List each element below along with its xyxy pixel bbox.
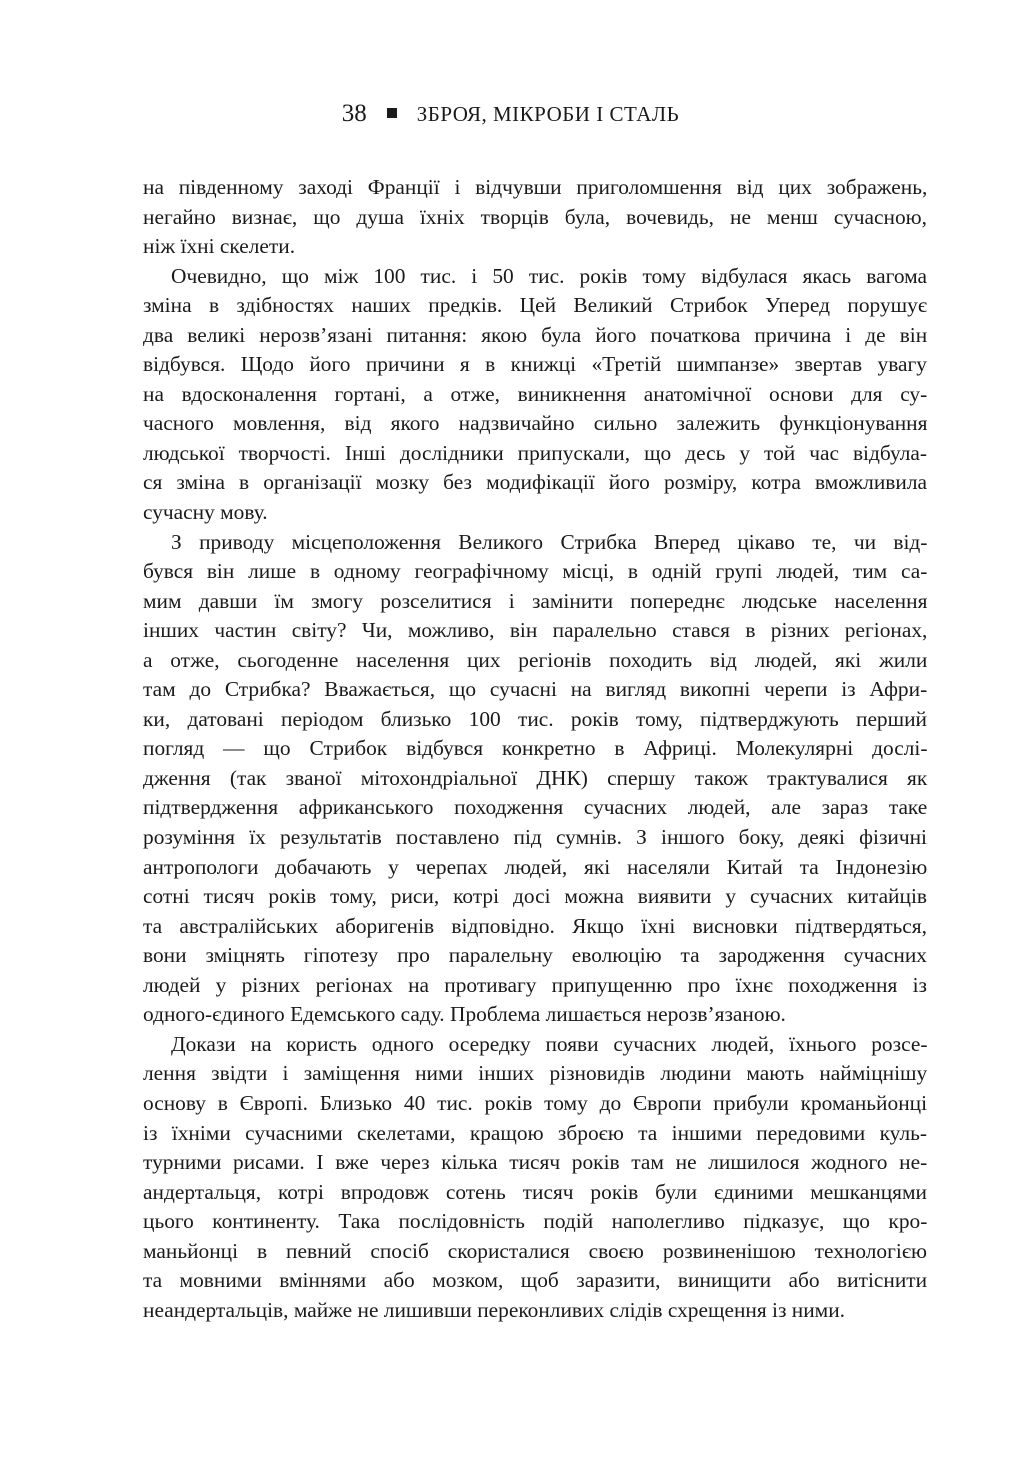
text-line: часного мовлення, від якого надзвичайно сильно залежить функціонування xyxy=(143,411,928,436)
text-line: на південному заході Франції і відчувши приголомшення від цих зображень, xyxy=(143,175,928,199)
text-line: сотні тисяч років тому, риси, котрі досі можна виявити у сучасних китайців xyxy=(143,884,927,909)
text-line: Очевидно, що між 100 тис. і 50 тис. років тому відбулася якась вагома xyxy=(171,263,927,288)
text-line: ніж їхні скелети. xyxy=(143,234,296,259)
text-line: на вдосконалення гортані, а отже, виникнення анатомічної основи для су- xyxy=(143,381,928,406)
text-line: погляд — що Стрибок відбувся конкретно в Африці. Молекулярні дослі- xyxy=(143,736,928,761)
text-line: там до Стрибка? Вважається, що сучасні на вигляд викопні черепи із Афри- xyxy=(143,677,928,702)
text-line: дження (так званої мітохондріальної ДНК) спершу також трактувалися як xyxy=(143,765,928,790)
text-line: основу в Європі. Близько 40 тис. років тому до Європи прибули кроманьйонці xyxy=(143,1090,928,1115)
text-line: вони зміцнять гіпотезу про паралельну еволюцію та зародження сучасних xyxy=(143,943,927,968)
text-line: негайно визнає, що душа їхніх творців була, вочевидь, не менш сучасною, xyxy=(143,204,927,229)
text-line: та австралійських аборигенів відповідно. Якщо їхні висновки підтвердяться, xyxy=(143,913,927,938)
text-line: а отже, сьогоденне населення цих регіонів походить від людей, які жили xyxy=(143,647,928,672)
text-line: одного-єдиного Едемського саду. Проблема лишається нерозв’язаною. xyxy=(143,1002,786,1027)
text-line: антропологи добачають у черепах людей, які населяли Китай та Індонезію xyxy=(143,854,928,879)
page-number: 38 xyxy=(341,100,367,127)
text-line: мим давши їм змогу розселитися і замінити попереднє людське населення xyxy=(143,588,928,613)
text-line: та мовними вміннями або мозком, щоб заразити, винищити або витіснити xyxy=(143,1268,928,1293)
text-line: відбувся. Щодо його причини я в книжці «Третій шимпанзе» звертав увагу xyxy=(143,352,927,377)
text-line: підтвердження африканського походження сучасних людей, але зараз таке xyxy=(143,795,928,820)
text-line: ки, датовані періодом близько 100 тис. років тому, підтверджують перший xyxy=(143,706,927,731)
text-line: З приводу місцеположення Великого Стрибка Вперед цікаво те, чи від- xyxy=(171,529,928,554)
running-header xyxy=(0,100,1021,140)
paragraph xyxy=(143,1030,927,1325)
paragraph xyxy=(143,173,927,262)
text-line: розуміння їх результатів поставлено під сумнів. З іншого боку, деякі фізичні xyxy=(143,825,927,850)
text-line: із їхніми сучасними скелетами, кращою зброєю та іншими передовими куль- xyxy=(143,1120,927,1145)
text-line: два великі нерозв’язані питання: якою була його початкова причина і де він xyxy=(143,322,928,347)
text-line: турними рисами. І вже через кілька тисяч років там не лишилося жодного не- xyxy=(143,1150,928,1175)
square-bullet-icon xyxy=(387,108,397,118)
paragraph xyxy=(143,528,927,1030)
text-line: сучасну мову. xyxy=(143,500,268,525)
paragraph xyxy=(143,262,927,528)
text-line: бувся він лише в одному географічному місці, в одній групі людей, тим са- xyxy=(143,559,928,584)
text-line: андертальця, котрі впродовж сотень тисяч років були єдиними мешканцями xyxy=(143,1179,927,1204)
text-line: цього континенту. Така послідовність подій наполегливо підказує, що кро- xyxy=(143,1209,928,1234)
text-line: лення звідти і заміщення ними інших різновидів людини мають найміцнішу xyxy=(143,1061,928,1086)
text-line: неандертальців, майже не лишивши переконливих слідів схрещення із ними. xyxy=(143,1297,845,1322)
text-line: людської творчості. Інші дослідники припускали, що десь у той час відбула- xyxy=(143,440,927,465)
text-line: Докази на користь одного осередку появи сучасних людей, їхнього розсе- xyxy=(171,1031,928,1056)
body-text xyxy=(143,173,927,1325)
book-title: ЗБРОЯ, МІКРОБИ І СТАЛЬ xyxy=(416,102,680,126)
text-line: людей у різних регіонах на противагу припущенню про їхнє походження із xyxy=(143,972,927,997)
text-line: інших частин світу? Чи, можливо, він паралельно стався в різних регіонах, xyxy=(143,618,928,643)
text-line: маньйонці в певний спосіб скористалися своєю розвиненішою технологією xyxy=(143,1238,927,1263)
text-line: зміна в здібностях наших предків. Цей Великий Стрибок Уперед порушує xyxy=(143,293,927,318)
text-line: ся зміна в організації мозку без модифікації його розміру, котра вможливила xyxy=(143,470,927,495)
